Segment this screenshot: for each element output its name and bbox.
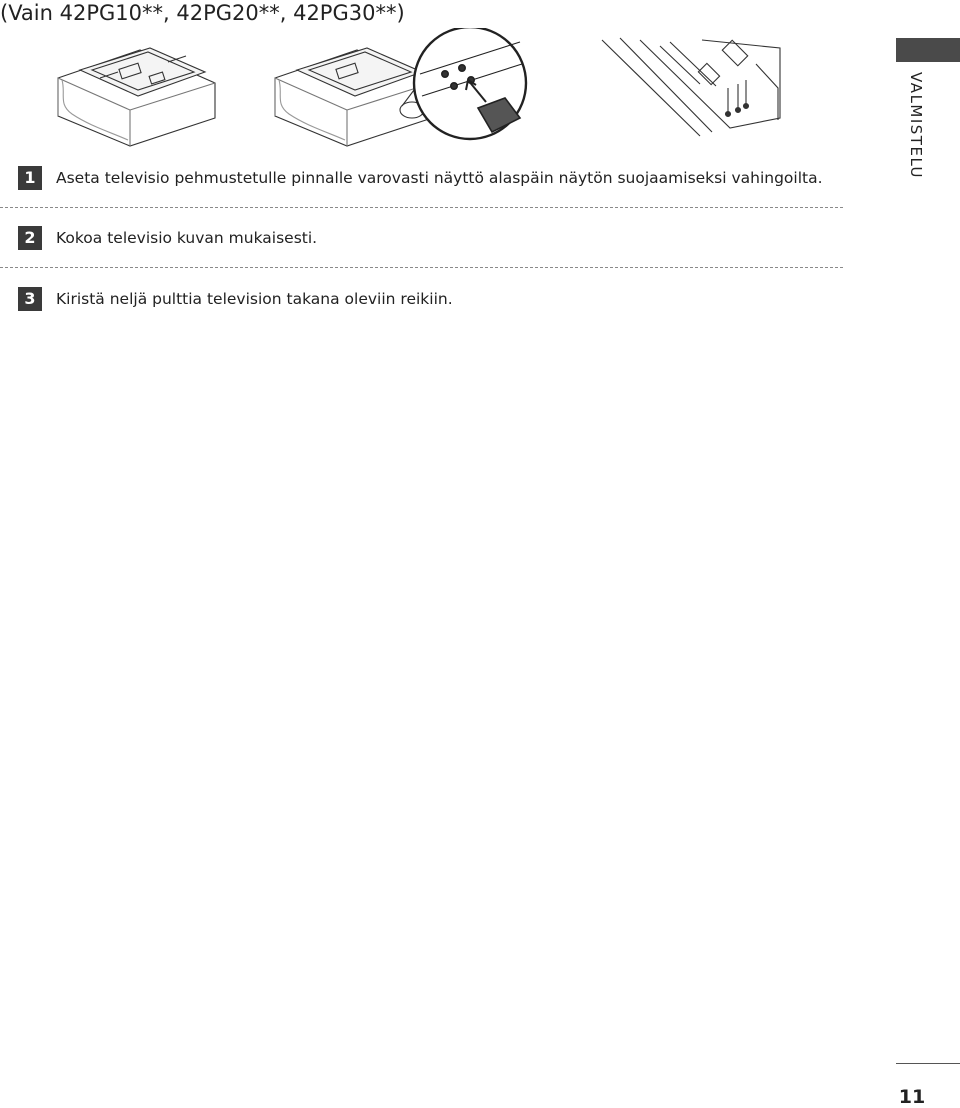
tv-with-stand-illustration (275, 48, 432, 146)
step-number-badge: 3 (18, 287, 42, 311)
step-number-badge: 1 (18, 166, 42, 190)
bolts-detail-illustration (602, 38, 780, 136)
step-number-badge: 2 (18, 226, 42, 250)
page-title: (Vain 42PG10**, 42PG20**, 42PG30**) (0, 1, 405, 25)
dashed-divider (0, 267, 843, 268)
tv-on-cushion-illustration (58, 48, 215, 146)
step-instruction: Kiristä neljä pulttia television takana oleviin reikiin. (56, 290, 453, 308)
section-tab-label: VALMISTELU (907, 72, 925, 180)
footer-rule (896, 1063, 960, 1064)
step-instruction: Aseta televisio pehmustetulle pinnalle varovasti näyttö alaspäin näytön suojaamiseksi vahingoilta. (56, 169, 823, 187)
stand-detail-callout (414, 28, 526, 139)
assembly-illustrations (0, 28, 880, 153)
page-number: 11 (898, 1086, 926, 1108)
section-tab-marker (896, 38, 960, 62)
dashed-divider (0, 207, 843, 208)
step-instruction: Kokoa televisio kuvan mukaisesti. (56, 229, 318, 247)
